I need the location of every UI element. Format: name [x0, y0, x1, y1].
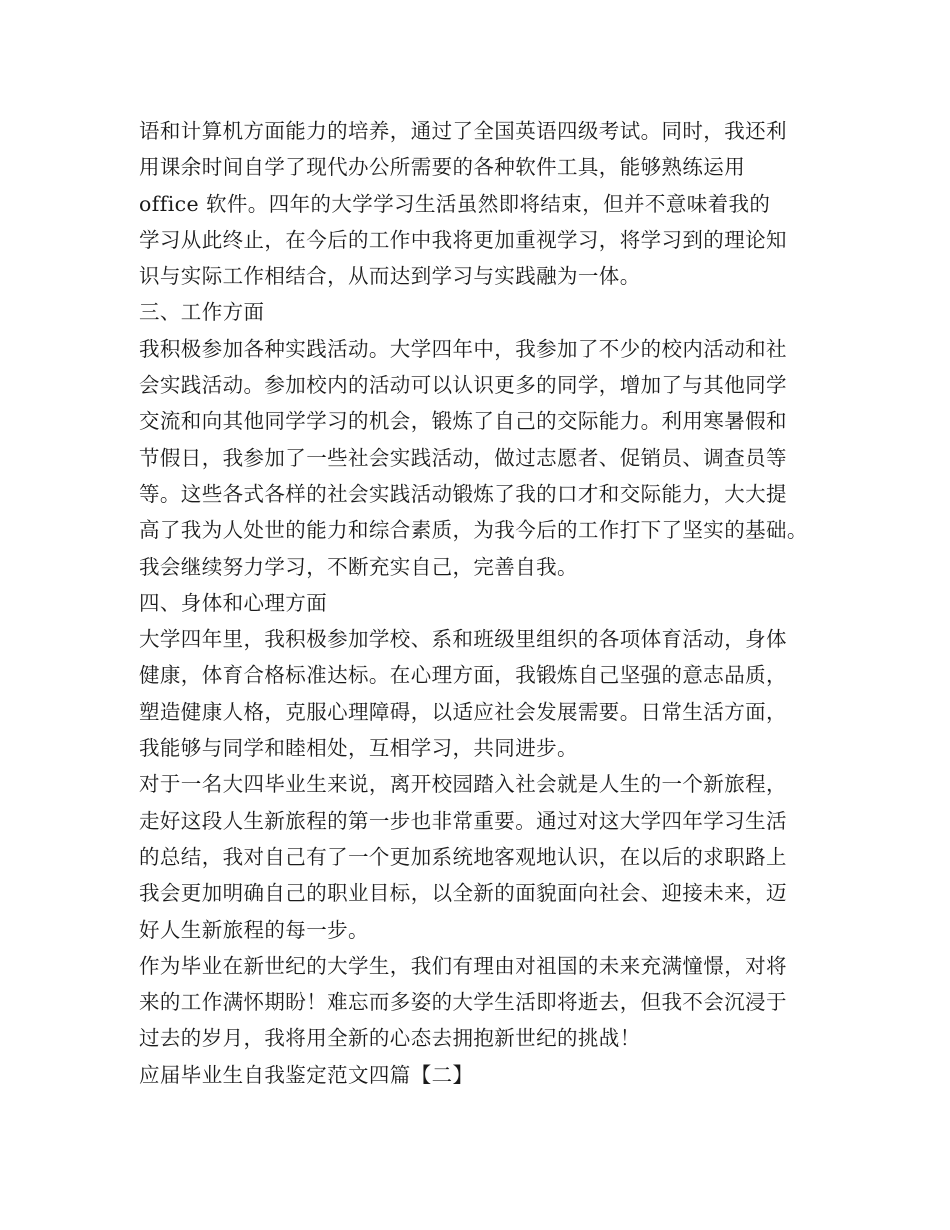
text-line: 语和计算机方面能力的培养，通过了全国英语四级考试。同时，我还利	[139, 119, 787, 143]
text-line: 交流和向其他同学学习的机会，锻炼了自己的交际能力。利用寒暑假和	[139, 409, 787, 434]
text-line: 作为毕业在新世纪的大学生，我们有理由对祖国的未来充满憧憬，对将	[139, 953, 787, 978]
text-line: 健康，体育合格标准达标。在心理方面，我锻炼自己坚强的意志品质，	[139, 663, 787, 688]
text-line: 大学四年里，我积极参加学校、系和班级里组织的各项体育活动，身体	[139, 627, 787, 652]
text-line: 塑造健康人格，克服心理障碍，以适应社会发展需要。日常生活方面，	[139, 699, 787, 724]
text-line: 学习从此终止，在今后的工作中我将更加重视学习，将学习到的理论知	[139, 227, 787, 252]
text-line: 的总结，我对自己有了一个更加系统地客观地认识，在以后的求职路上	[139, 844, 787, 869]
text-line: 节假日，我参加了一些社会实践活动，做过志愿者、促销员、调查员等	[139, 445, 787, 470]
text-line: office 软件。四年的大学学习生活虽然即将结束，但并不意味着我的	[139, 191, 771, 216]
text-line: 识与实际工作相结合，从而达到学习与实践融为一体。	[139, 264, 641, 289]
text-line: 等。这些各式各样的社会实践活动锻炼了我的口才和交际能力，大大提	[139, 481, 787, 506]
text-line: 我能够与同学和睦相处，互相学习，共同进步。	[139, 736, 578, 761]
text-line: 我会继续努力学习，不断充实自己，完善自我。	[139, 554, 578, 579]
text-line: 我积极参加各种实践活动。大学四年中，我参加了不少的校内活动和社	[139, 336, 787, 361]
text-line: 我会更加明确自己的职业目标，以全新的面貌面向社会、迎接未来，迈	[139, 881, 787, 906]
section-heading-body-mind: 四、身体和心理方面	[139, 590, 328, 615]
text-line: 好人生新旅程的每一步。	[139, 917, 369, 942]
text-line: 用课余时间自学了现代办公所需要的各种软件工具，能够熟练运用	[139, 155, 746, 180]
document-body	[139, 113, 839, 1093]
text-line: 过去的岁月，我将用全新的心态去拥抱新世纪的挑战！	[139, 1026, 641, 1051]
text-line: 高了我为人处世的能力和综合素质，为我今后的工作打下了坚实的基础。	[139, 518, 808, 543]
text-line: 会实践活动。参加校内的活动可以认识更多的同学，增加了与其他同学	[139, 373, 787, 398]
text-line: 走好这段人生新旅程的第一步也非常重要。通过对这大学四年学习生活	[139, 808, 787, 833]
text-line: 来的工作满怀期盼！难忘而多姿的大学生活即将逝去，但我不会沉浸于	[139, 990, 787, 1015]
text-line: 对于一名大四毕业生来说，离开校园踏入社会就是人生的一个新旅程，	[139, 772, 787, 797]
next-article-title: 应届毕业生自我鉴定范文四篇【二】	[139, 1062, 474, 1087]
section-heading-work: 三、工作方面	[139, 300, 265, 325]
